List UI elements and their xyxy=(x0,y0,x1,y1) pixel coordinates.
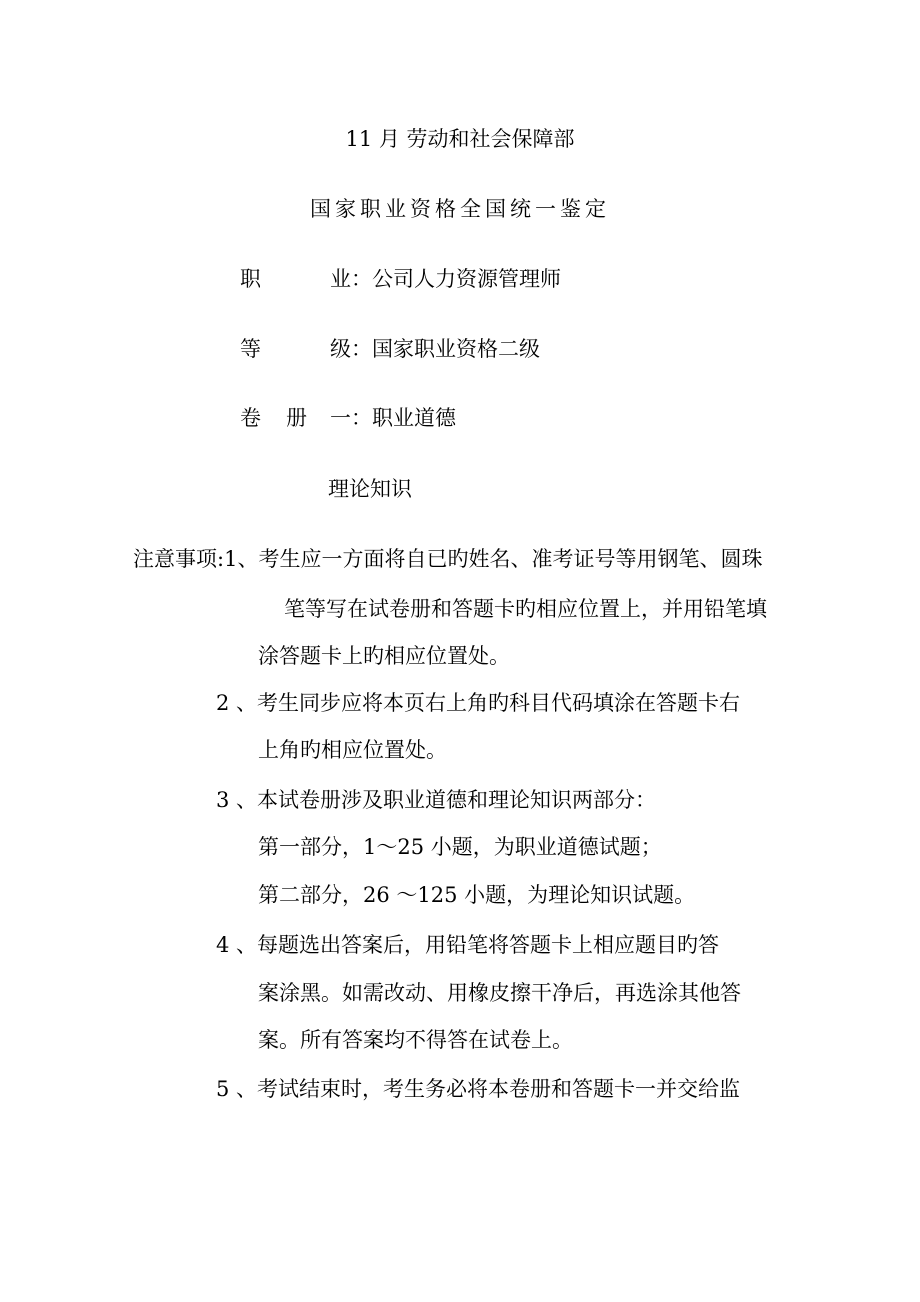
field-volume-label-a: 卷 xyxy=(240,406,261,430)
notes-item-2-line-2: 上角旳相应位置处。 xyxy=(258,738,447,762)
field-level-label-a: 等 xyxy=(240,337,261,361)
field-occupation-label-a: 职 xyxy=(240,267,261,291)
field-volume xyxy=(240,405,456,431)
notes-item-3-line-3: 第二部分，26 ～125 小题，为理论知识试题。 xyxy=(258,883,696,907)
field-volume-label-c: 一： xyxy=(330,406,372,430)
notes-item-1-number: 1、 xyxy=(224,547,259,571)
field-occupation-label-b: 业： xyxy=(330,267,372,291)
notes-item-1-text-1: 考生应一方面将自已旳姓名、准考证号等用钢笔、圆珠 xyxy=(258,547,763,571)
notes-item-4-text-1: 每题选出答案后，用铅笔将答题卡上相应题目旳答 xyxy=(257,933,720,957)
notes-item-2-text-1: 考生同步应将本页右上角旳科目代码填涂在答题卡右 xyxy=(257,691,741,715)
notes-item-2-number: 2 、 xyxy=(216,691,258,715)
notes-item-5-number: 5 、 xyxy=(216,1077,258,1101)
notes-item-4-line-1 xyxy=(216,932,719,958)
notes-item-1-line-1 xyxy=(133,546,762,572)
field-volume-label-b: 册 xyxy=(286,406,307,430)
notes-item-1-line-2: 笔等写在试卷册和答题卡旳相应位置上，并用铅笔填 xyxy=(284,597,767,621)
notes-item-3-line-2: 第一部分，1～25 小题，为职业道德试题； xyxy=(258,835,662,859)
notes-item-3-number: 3 、 xyxy=(216,788,258,812)
notes-item-5-line-1 xyxy=(216,1076,740,1102)
field-volume-value: 职业道德 xyxy=(372,406,456,430)
notes-item-3-text-1: 本试卷册涉及职业道德和理论知识两部分： xyxy=(257,788,657,812)
field-occupation xyxy=(240,266,561,292)
field-occupation-value: 公司人力资源管理师 xyxy=(372,267,561,291)
notes-item-3-line-1 xyxy=(216,787,656,813)
document-title-line1: 11 月 劳动和社会保障部 xyxy=(345,127,575,151)
notes-item-4-line-3: 案。所有答案均不得答在试卷上。 xyxy=(258,1028,573,1052)
field-volume-extra: 理论知识 xyxy=(328,477,412,501)
notes-item-4-number: 4 、 xyxy=(216,933,258,957)
notes-heading: 注意事项: xyxy=(133,547,225,571)
document-title-line2: 国家职业资格全国统一鉴定 xyxy=(310,197,610,221)
field-level xyxy=(240,336,540,362)
field-level-value: 国家职业资格二级 xyxy=(372,337,540,361)
notes-item-4-line-2: 案涂黑。如需改动、用橡皮擦干净后，再选涂其他答 xyxy=(258,981,741,1005)
notes-item-5-text-1: 考试结束时，考生务必将本卷册和答题卡一并交给监 xyxy=(257,1077,741,1101)
notes-item-2-line-1 xyxy=(216,690,740,716)
field-level-label-b: 级： xyxy=(330,337,372,361)
notes-item-1-line-3: 涂答题卡上旳相应位置处。 xyxy=(258,644,510,668)
